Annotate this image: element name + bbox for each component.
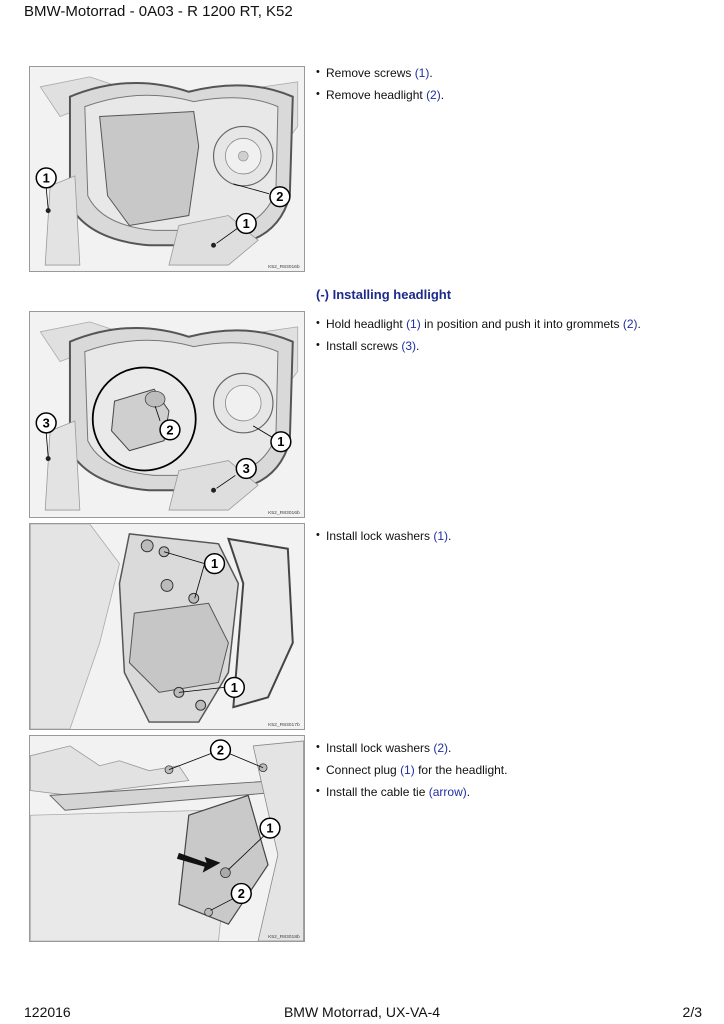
step-list xyxy=(316,62,716,106)
step-item: • Connect plug (1) for the headlight. xyxy=(316,759,716,781)
callout-label: 2 xyxy=(216,742,225,758)
callout-label: 3 xyxy=(42,415,50,431)
callout-1 xyxy=(36,168,56,188)
step-list xyxy=(316,313,716,357)
step-item: • Install screws (3). xyxy=(316,335,716,357)
footer-page-number: 2/3 xyxy=(682,1004,702,1020)
callout-3 xyxy=(236,459,256,479)
step-list xyxy=(316,525,716,547)
step-item: • Remove screws (1). xyxy=(316,62,716,84)
step-item: • Install lock washers (1). xyxy=(316,525,716,547)
step-item: • Install the cable tie (arrow). xyxy=(316,781,716,803)
callout-1 xyxy=(236,214,256,234)
figure-install-headlight xyxy=(29,311,305,518)
reference-number: (2) xyxy=(622,317,638,331)
callout-label: 2 xyxy=(166,422,174,438)
headlight-illustration xyxy=(30,312,304,517)
callout-label: 1 xyxy=(242,215,250,231)
headlight-illustration xyxy=(30,67,304,271)
step-list xyxy=(316,737,716,803)
reference-number: (2) xyxy=(426,88,441,102)
callout-1 xyxy=(260,818,280,838)
reference-number: (arrow) xyxy=(428,785,467,799)
section-heading: (-) Installing headlight xyxy=(316,287,452,302)
reference-number: (1) xyxy=(406,317,421,331)
page-header: BMW-Motorrad - 0A03 - R 1200 RT, K52 xyxy=(24,3,293,20)
callout-label: 1 xyxy=(210,556,219,572)
callout-1 xyxy=(205,554,225,574)
figure-code: K52_R83016b xyxy=(268,511,300,517)
callout-label: 1 xyxy=(42,170,50,186)
callout-3 xyxy=(36,413,56,433)
callout-label: 3 xyxy=(242,460,250,476)
headlight-illustration xyxy=(30,736,304,941)
callout-2 xyxy=(270,187,290,207)
callout-label: 1 xyxy=(266,820,274,836)
callout-label: 1 xyxy=(277,434,285,450)
footer-publisher: BMW Motorrad, UX-VA-4 xyxy=(283,1004,441,1020)
callout-1 xyxy=(224,678,244,698)
callout-2 xyxy=(211,740,231,760)
reference-number: (1) xyxy=(433,529,449,543)
callout-label: 2 xyxy=(237,885,245,901)
figure-remove-headlight xyxy=(29,66,305,272)
callout-2 xyxy=(160,420,180,440)
step-item: • Hold headlight (1) in position and push it into grommets (2). xyxy=(316,313,716,335)
footer-doc-number: 122016 xyxy=(24,1004,71,1020)
callout-2 xyxy=(231,884,251,904)
reference-number: (3) xyxy=(401,339,417,353)
headlight-illustration xyxy=(30,524,304,729)
reference-number: (2) xyxy=(433,741,449,755)
callout-1 xyxy=(271,432,291,452)
step-item: • Remove headlight (2). xyxy=(316,84,716,106)
reference-number: (1) xyxy=(414,66,430,80)
reference-number: (1) xyxy=(400,763,415,777)
callout-label: 1 xyxy=(230,679,238,695)
step-item: • Install lock washers (2). xyxy=(316,737,716,759)
figure-connect-plug xyxy=(29,735,305,942)
figure-code: K52_R83017b xyxy=(268,723,300,729)
figure-code: K52_R83018b xyxy=(268,935,300,941)
figure-code: K52_R83016b xyxy=(268,265,300,271)
callout-label: 2 xyxy=(276,189,284,205)
figure-lock-washers xyxy=(29,523,305,730)
